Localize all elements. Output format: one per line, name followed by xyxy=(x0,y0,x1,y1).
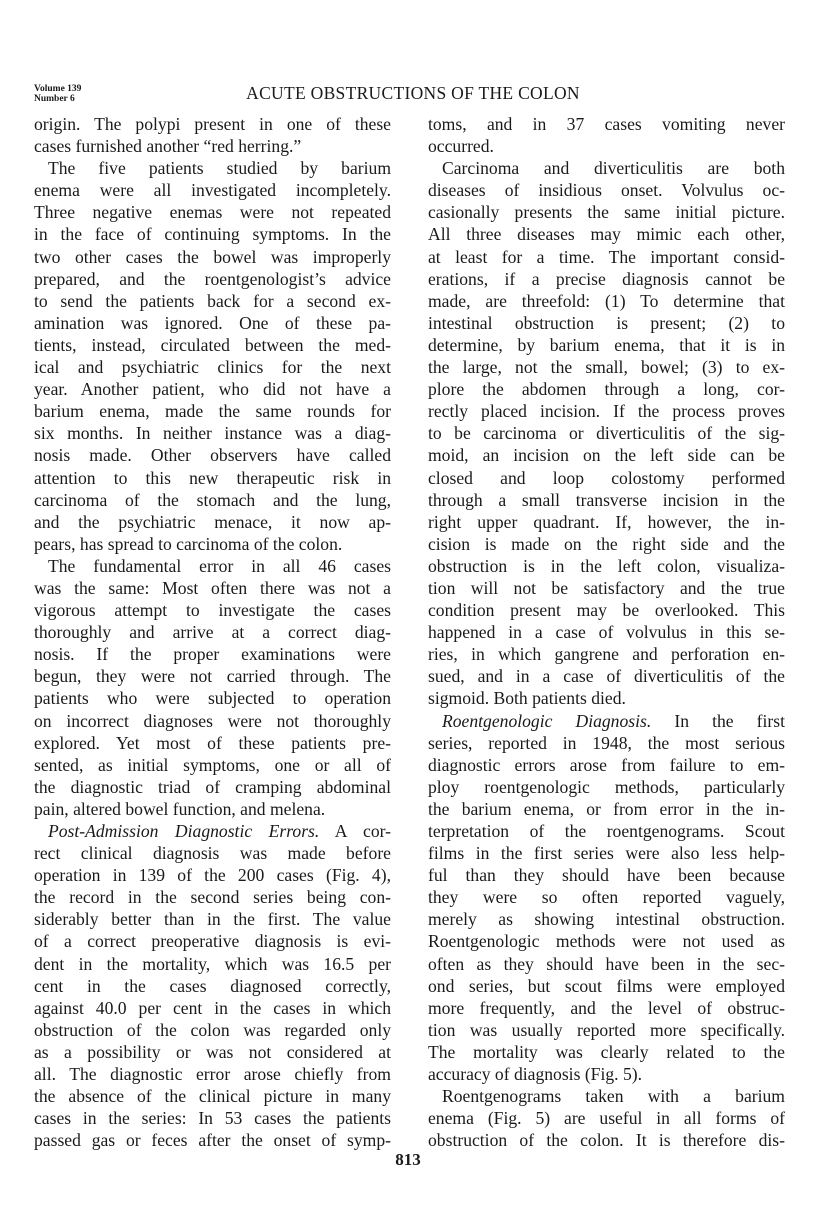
text-line: casionally presents the same initial picture. xyxy=(428,202,785,223)
text-line: plore the abdomen through a long, cor- xyxy=(428,379,785,400)
text-line: amination was ignored. One of these pa- xyxy=(34,312,391,333)
text-line: pain, altered bowel function, and melena. xyxy=(34,798,326,819)
text-line: closed and loop colostomy performed xyxy=(428,467,785,488)
right-column xyxy=(428,113,785,1151)
text-line: films in the first series were also less help- xyxy=(428,843,785,864)
section-heading: Post-Admission Diagnostic Errors. xyxy=(48,821,320,841)
text-line: through a small transverse incision in the xyxy=(428,489,785,510)
text-line: pears, has spread to carcinoma of the colon. xyxy=(34,533,343,554)
text-line: ploy roentgenologic methods, particularly xyxy=(428,776,785,797)
text-line: all. The diagnostic error arose chiefly from xyxy=(34,1064,391,1085)
section-heading: Roentgenologic Diagnosis. xyxy=(442,710,652,731)
text-line: cent in the cases diagnosed correctly, xyxy=(34,975,391,996)
text-line: passed gas or feces after the onset of symp- xyxy=(34,1130,391,1151)
paragraph xyxy=(428,710,785,1086)
text-line: in the face of continuing symptoms. In the xyxy=(34,224,391,245)
text-line: attention to this new therapeutic risk in xyxy=(34,467,391,488)
text-line: the absence of the clinical picture in many xyxy=(34,1086,391,1107)
text-line: the record in the second series being con- xyxy=(34,887,391,908)
text-line: determine, by barium enema, that it is in xyxy=(428,334,785,355)
text-line: and the psychiatric menace, it now ap- xyxy=(34,511,391,532)
text-line: accuracy of diagnosis (Fig. 5). xyxy=(428,1064,642,1085)
text-line: moid, an incision on the left side can be xyxy=(428,445,785,466)
volume-label: Volume 139 xyxy=(34,84,82,94)
text-line: Roentgenologic methods were not used as xyxy=(428,931,785,952)
text-line: made, are threefold: (1) To determine that xyxy=(428,290,785,311)
text-line: enema (Fig. 5) are useful in all forms of xyxy=(428,1108,785,1129)
text-line: of a correct preoperative diagnosis is evi- xyxy=(34,931,391,952)
text-line: sented, as initial symptoms, one or all of xyxy=(34,754,391,775)
text-line: origin. The polypi present in one of these xyxy=(34,114,391,134)
text-line: ries, in which gangrene and perforation en- xyxy=(428,644,785,665)
left-column xyxy=(34,113,391,1151)
text-line: against 40.0 per cent in the cases in which xyxy=(34,997,391,1018)
text-line: enema were all investigated incompletely. xyxy=(34,180,391,201)
text-line: diagnostic errors arose from failure to em- xyxy=(428,754,785,775)
text-line: six months. In neither instance was a diag- xyxy=(34,423,391,444)
text-run: A cor- xyxy=(319,821,391,841)
text-line: nosis made. Other observers have called xyxy=(34,445,391,466)
paragraph xyxy=(34,820,391,1151)
text-line: the diagnostic triad of cramping abdominal xyxy=(34,776,391,797)
paragraph xyxy=(34,555,391,820)
text-line: two other cases the bowel was improperly xyxy=(34,246,391,267)
text-line: to be carcinoma or diverticulitis of the sig- xyxy=(428,423,785,444)
text-line: erations, if a precise diagnosis cannot be xyxy=(428,268,785,289)
text-line: thoroughly and arrive at a correct diag- xyxy=(34,622,391,643)
text-line: the barium enema, or from error in the in- xyxy=(428,798,785,819)
text-line: rectly placed incision. If the process proves xyxy=(428,401,785,422)
text-line: sued, and in a case of diverticulitis of the xyxy=(428,666,785,687)
text-line: right upper quadrant. If, however, the in- xyxy=(428,511,785,532)
text-line: merely as showing intestinal obstruction. xyxy=(428,909,785,930)
text-line: Carcinoma and diverticulitis are both xyxy=(442,158,785,179)
text-line: cision is made on the right side and the xyxy=(428,533,785,554)
text-line: rect clinical diagnosis was made before xyxy=(34,843,391,864)
paragraph xyxy=(428,157,785,709)
page-number: 813 xyxy=(395,1150,421,1169)
text-line: tion will not be satisfactory and the true xyxy=(428,577,785,598)
text-line: siderably better than in the first. The value xyxy=(34,909,391,930)
text-line: The mortality was clearly related to the xyxy=(428,1041,785,1062)
text-line: as a possibility or was not considered at xyxy=(34,1041,391,1062)
paragraph xyxy=(428,113,785,157)
text-line: obstruction is in the left colon, visualiza- xyxy=(428,555,785,576)
text-line: ful than they should have been because xyxy=(428,865,785,886)
text-line: barium enema, made the same rounds for xyxy=(34,401,391,422)
text-line: happened in a case of volvulus in this se- xyxy=(428,622,785,643)
text-line: often as they should have been in the sec- xyxy=(428,953,785,974)
text-line: ical and psychiatric clinics for the next xyxy=(34,357,391,378)
text-line: terpretation of the roentgenograms. Scout xyxy=(428,821,785,841)
number-label: Number 6 xyxy=(34,94,75,104)
text-line: diseases of insidious onset. Volvulus oc- xyxy=(428,180,785,201)
text-line: on incorrect diagnoses were not thoroughly xyxy=(34,710,391,731)
paragraph xyxy=(428,1085,785,1151)
text-line: The five patients studied by barium xyxy=(48,158,391,179)
text-line: explored. Yet most of these patients pre- xyxy=(34,732,391,753)
text-line: carcinoma of the stomach and the lung, xyxy=(34,489,391,510)
text-line: Three negative enemas were not repeated xyxy=(34,202,391,223)
text-line: patients who were subjected to operation xyxy=(34,688,391,709)
text-line: obstruction of the colon. It is therefore dis- xyxy=(428,1130,785,1151)
text-line: toms, and in 37 cases vomiting never xyxy=(428,114,785,134)
text-line: condition present may be overlooked. This xyxy=(428,600,785,621)
text-line: operation in 139 of the 200 cases (Fig. 4), xyxy=(34,865,391,886)
text-line: tients, instead, circulated between the med- xyxy=(34,334,391,355)
text-line: intestinal obstruction is present; (2) to xyxy=(428,312,785,333)
paragraph xyxy=(34,113,391,157)
text-line: ond series, but scout films were employed xyxy=(428,975,785,996)
text-line xyxy=(428,710,785,732)
text-line: tion was usually reported more specifically. xyxy=(428,1019,785,1040)
text-line: All three diseases may mimic each other, xyxy=(428,224,785,245)
text-line: vigorous attempt to investigate the cases xyxy=(34,600,391,621)
text-line: at least for a time. The important consid- xyxy=(428,246,785,267)
text-line: Roentgenograms taken with a barium xyxy=(442,1086,785,1107)
text-line xyxy=(34,820,391,842)
text-line: cases in the series: In 53 cases the patients xyxy=(34,1108,391,1129)
text-line: they were so often reported vaguely, xyxy=(428,887,785,908)
text-line: dent in the mortality, which was 16.5 per xyxy=(34,953,391,974)
text-line: occurred. xyxy=(428,136,494,157)
running-title: ACUTE OBSTRUCTIONS OF THE COLON xyxy=(246,83,580,103)
text-line: sigmoid. Both patients died. xyxy=(428,688,626,709)
paragraph xyxy=(34,157,391,555)
text-run: In the first xyxy=(651,710,786,731)
text-line: The fundamental error in all 46 cases xyxy=(48,555,391,576)
text-line: obstruction of the colon was regarded only xyxy=(34,1019,391,1040)
text-line: series, reported in 1948, the most serious xyxy=(428,732,785,753)
text-line: to send the patients back for a second ex- xyxy=(34,290,391,311)
text-line: prepared, and the roentgenologist’s advice xyxy=(34,268,391,289)
text-line: more frequently, and the level of obstruc- xyxy=(428,997,785,1018)
text-line: year. Another patient, who did not have a xyxy=(34,379,391,400)
text-line: cases furnished another “red herring.” xyxy=(34,136,302,157)
text-line: the large, not the small, bowel; (3) to ex- xyxy=(428,357,785,378)
text-line: begun, they were not carried through. The xyxy=(34,666,391,687)
text-line: was the same: Most often there was not a xyxy=(34,577,391,598)
text-line: nosis. If the proper examinations were xyxy=(34,644,391,665)
